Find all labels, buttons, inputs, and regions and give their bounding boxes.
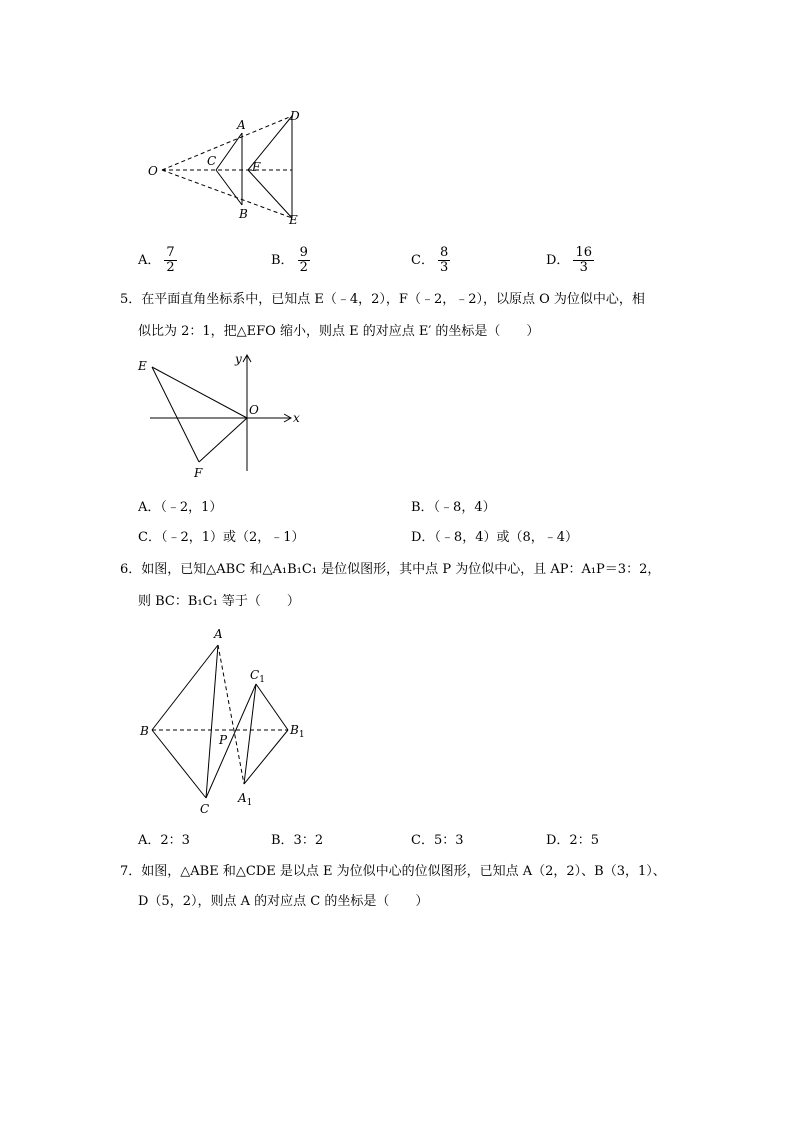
figure-similar-triangles-odе bbox=[130, 100, 320, 230]
q6-option-d[interactable]: D．2：5 bbox=[546, 833, 599, 848]
point-label-a: A bbox=[237, 118, 246, 132]
q5-stem-line-1: 5．在平面直角坐标系中，已知点 E（﹣4，2），F（﹣2，﹣2），以原点 O 为位似中心，相 bbox=[120, 292, 645, 307]
point-label-p: P bbox=[219, 733, 228, 747]
option-letter: D． bbox=[546, 253, 570, 268]
q4-option-b[interactable] bbox=[271, 246, 310, 275]
q4-option-d[interactable] bbox=[546, 246, 594, 275]
q5-stem-line-2: 似比为 2：1，把△EFO 缩小，则点 E 的对应点 E′ 的坐标是（ ） bbox=[138, 324, 540, 339]
point-label-b1: $B_1$ bbox=[290, 723, 305, 740]
fraction: $\frac{8}{3}$ bbox=[439, 245, 449, 275]
point-label-f: F bbox=[252, 160, 261, 174]
figure-coordinate-triangle-efo bbox=[130, 348, 310, 483]
q7-stem-line-2: D（5，2），则点 A 的对应点 C 的坐标是（ ） bbox=[138, 894, 429, 909]
axis-label-x: x bbox=[293, 411, 300, 425]
q5-option-a[interactable]: A．（﹣2，1） bbox=[138, 500, 223, 515]
option-letter: C． bbox=[411, 253, 434, 268]
fraction: $\frac{9}{2}$ bbox=[299, 245, 308, 275]
point-label-a: A bbox=[214, 627, 223, 641]
fraction: $\frac{7}{2}$ bbox=[166, 245, 175, 275]
q6-stem-line-1: 6．如图，已知△ABC 和△A₁B₁C₁ 是位似图形，其中点 P 为位似中心，且 AP：A₁P＝3：2， bbox=[120, 562, 661, 577]
q4-option-c[interactable] bbox=[411, 246, 450, 275]
figure-homothetic-triangles-abc bbox=[130, 620, 330, 820]
option-letter: B． bbox=[271, 253, 294, 268]
q5-option-c[interactable]: C．（﹣2，1）或（2，﹣1） bbox=[138, 530, 305, 545]
axis-label-y: y bbox=[235, 352, 242, 366]
point-label-b: B bbox=[239, 207, 248, 221]
q5-option-d[interactable]: D．（﹣8，4）或（8，﹣4） bbox=[411, 530, 579, 545]
point-label-c: C bbox=[207, 154, 217, 168]
point-label-d: D bbox=[290, 109, 300, 123]
point-label-o: O bbox=[148, 164, 158, 178]
point-label-c: C bbox=[200, 802, 210, 816]
point-label-f: F bbox=[194, 466, 203, 480]
fraction: $\frac{16}{3}$ bbox=[575, 245, 592, 275]
q6-stem-line-2: 则 BC：B₁C₁ 等于（ ） bbox=[138, 594, 300, 609]
point-label-a1: $A_1$ bbox=[238, 791, 253, 808]
option-letter: A． bbox=[138, 253, 161, 268]
q6-option-b[interactable]: B．3：2 bbox=[271, 833, 324, 848]
point-label-b: B bbox=[140, 724, 149, 738]
q5-option-b[interactable]: B．（﹣8，4） bbox=[411, 500, 496, 515]
point-label-c1: $C_1$ bbox=[250, 668, 265, 685]
q4-option-a[interactable] bbox=[138, 246, 177, 275]
point-label-e: E bbox=[289, 213, 298, 227]
q6-option-c[interactable]: C．5：3 bbox=[411, 833, 464, 848]
point-label-e: E bbox=[138, 359, 147, 373]
q6-option-a[interactable]: A．2：3 bbox=[138, 833, 190, 848]
q7-stem-line-1: 7．如图，△ABE 和△CDE 是以点 E 为位似中心的位似图形，已知点 A（2，2）、B（3，1）、 bbox=[120, 864, 666, 879]
origin-label-o: O bbox=[249, 403, 259, 417]
